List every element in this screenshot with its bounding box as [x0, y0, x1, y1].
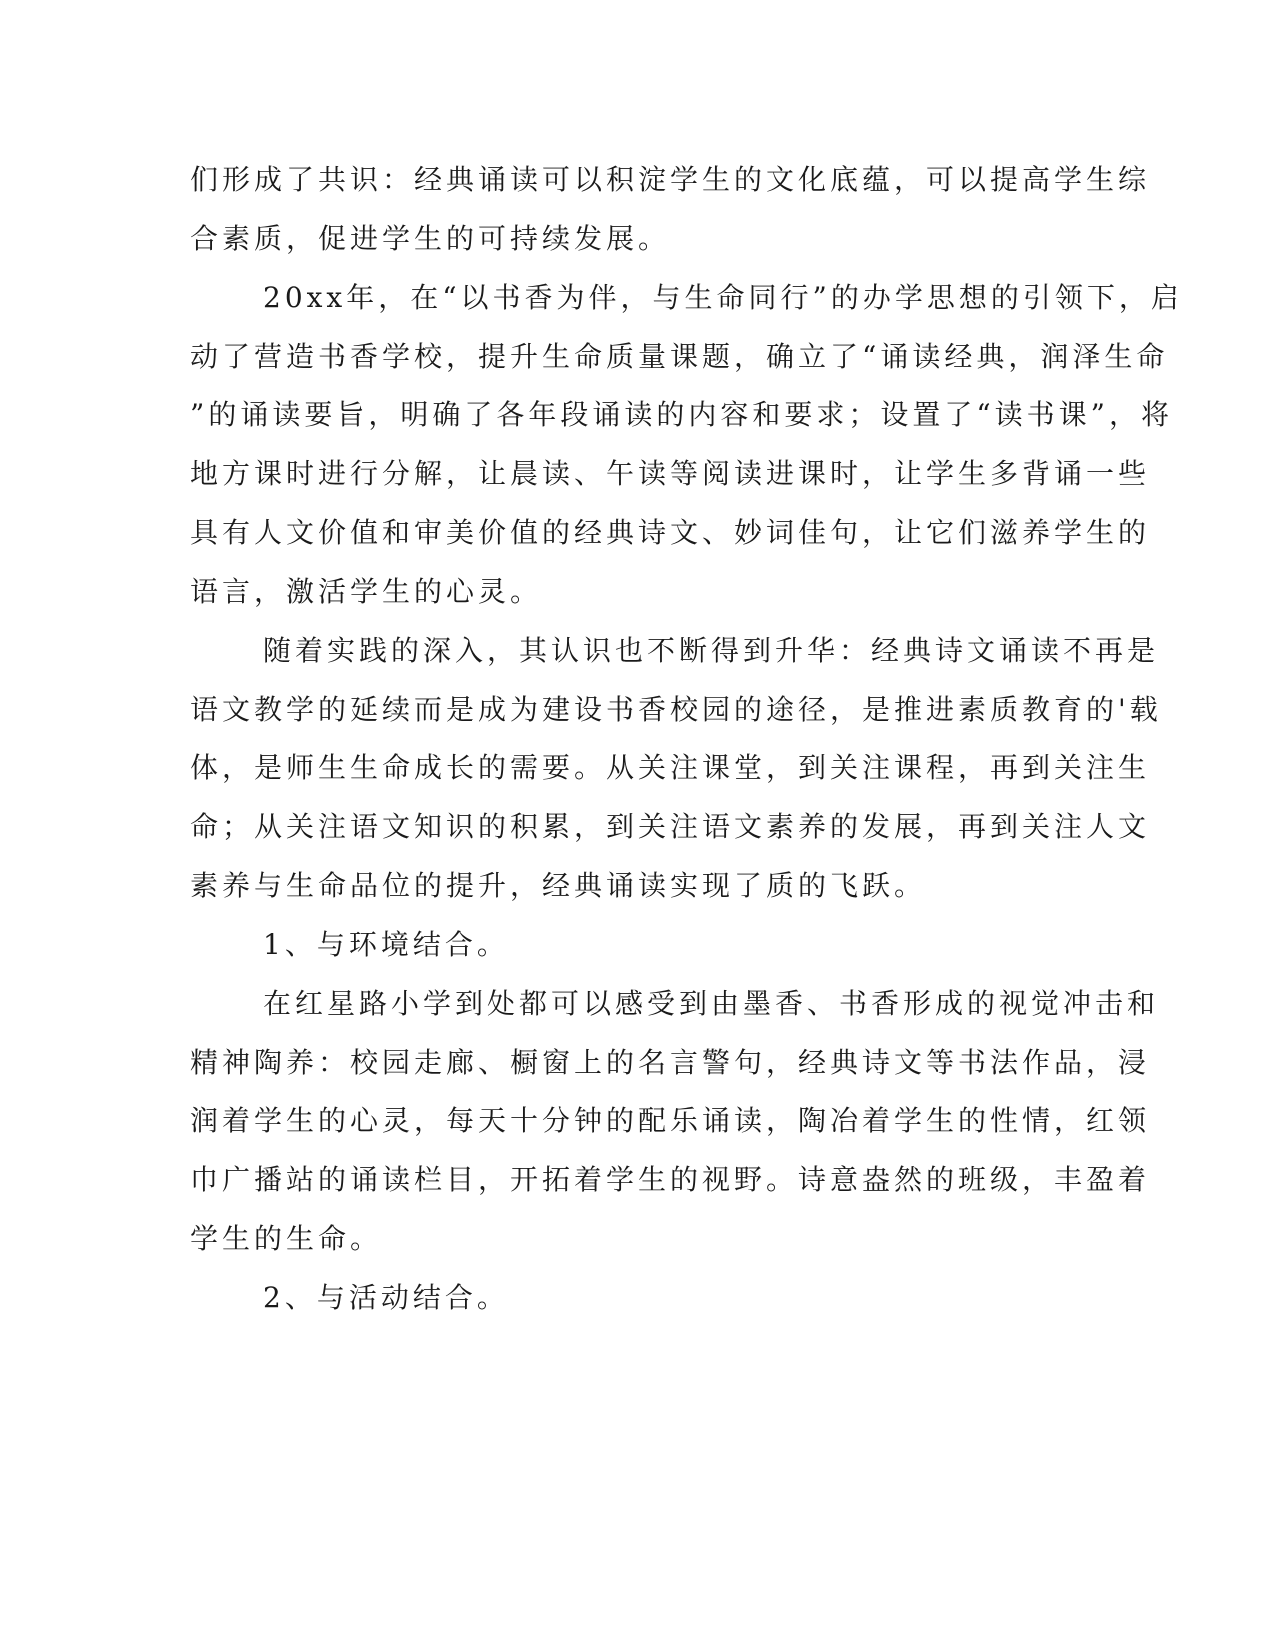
text-line: 精神陶养：校园走廊、橱窗上的名言警句，经典诗文等书法作品，浸 [190, 1046, 1151, 1079]
section-heading: 1、与环境结合。 [263, 928, 509, 961]
text-line: 语言，激活学生的心灵。 [190, 575, 543, 608]
text-line: 语文教学的延续而是成为建设书香校园的途径，是推进素质教育的'载 [190, 693, 1162, 726]
text-line: 动了营造书香学校，提升生命质量课题，确立了“诵读经典，润泽生命 [190, 340, 1169, 373]
text-line: 体，是师生生命成长的需要。从关注课堂，到关注课程，再到关注生 [190, 751, 1151, 784]
text-line: 具有人文价值和审美价值的经典诗文、妙词佳句，让它们滋养学生的 [190, 516, 1151, 549]
text-line: 们形成了共识：经典诵读可以积淀学生的文化底蕴，可以提高学生综 [190, 163, 1151, 196]
paragraph-start-line: 20xx年，在“以书香为伴，与生命同行”的办学思想的引领下，启 [263, 281, 1183, 314]
text-line: 地方课时进行分解，让晨读、午读等阅读进课时，让学生多背诵一些 [190, 457, 1151, 490]
text-line: 巾广播站的诵读栏目，开拓着学生的视野。诗意盎然的班级，丰盈着 [190, 1163, 1151, 1196]
section-heading: 2、与活动结合。 [263, 1281, 509, 1314]
text-line: 命；从关注语文知识的积累，到关注语文素养的发展，再到关注人文 [190, 810, 1151, 843]
text-line: 合素质，促进学生的可持续发展。 [190, 222, 671, 255]
text-line: 素养与生命品位的提升，经典诵读实现了质的飞跃。 [190, 869, 927, 902]
text-line: 润着学生的心灵，每天十分钟的配乐诵读，陶冶着学生的性情，红领 [190, 1104, 1151, 1137]
paragraph-start-line: 随着实践的深入，其认识也不断得到升华：经典诗文诵读不再是 [263, 634, 1160, 667]
text-line: ”的诵读要旨，明确了各年段诵读的内容和要求；设置了“读书课”，将 [190, 398, 1173, 431]
text-line: 学生的生命。 [190, 1222, 383, 1255]
paragraph-start-line: 在红星路小学到处都可以感受到由墨香、书香形成的视觉冲击和 [263, 987, 1160, 1020]
